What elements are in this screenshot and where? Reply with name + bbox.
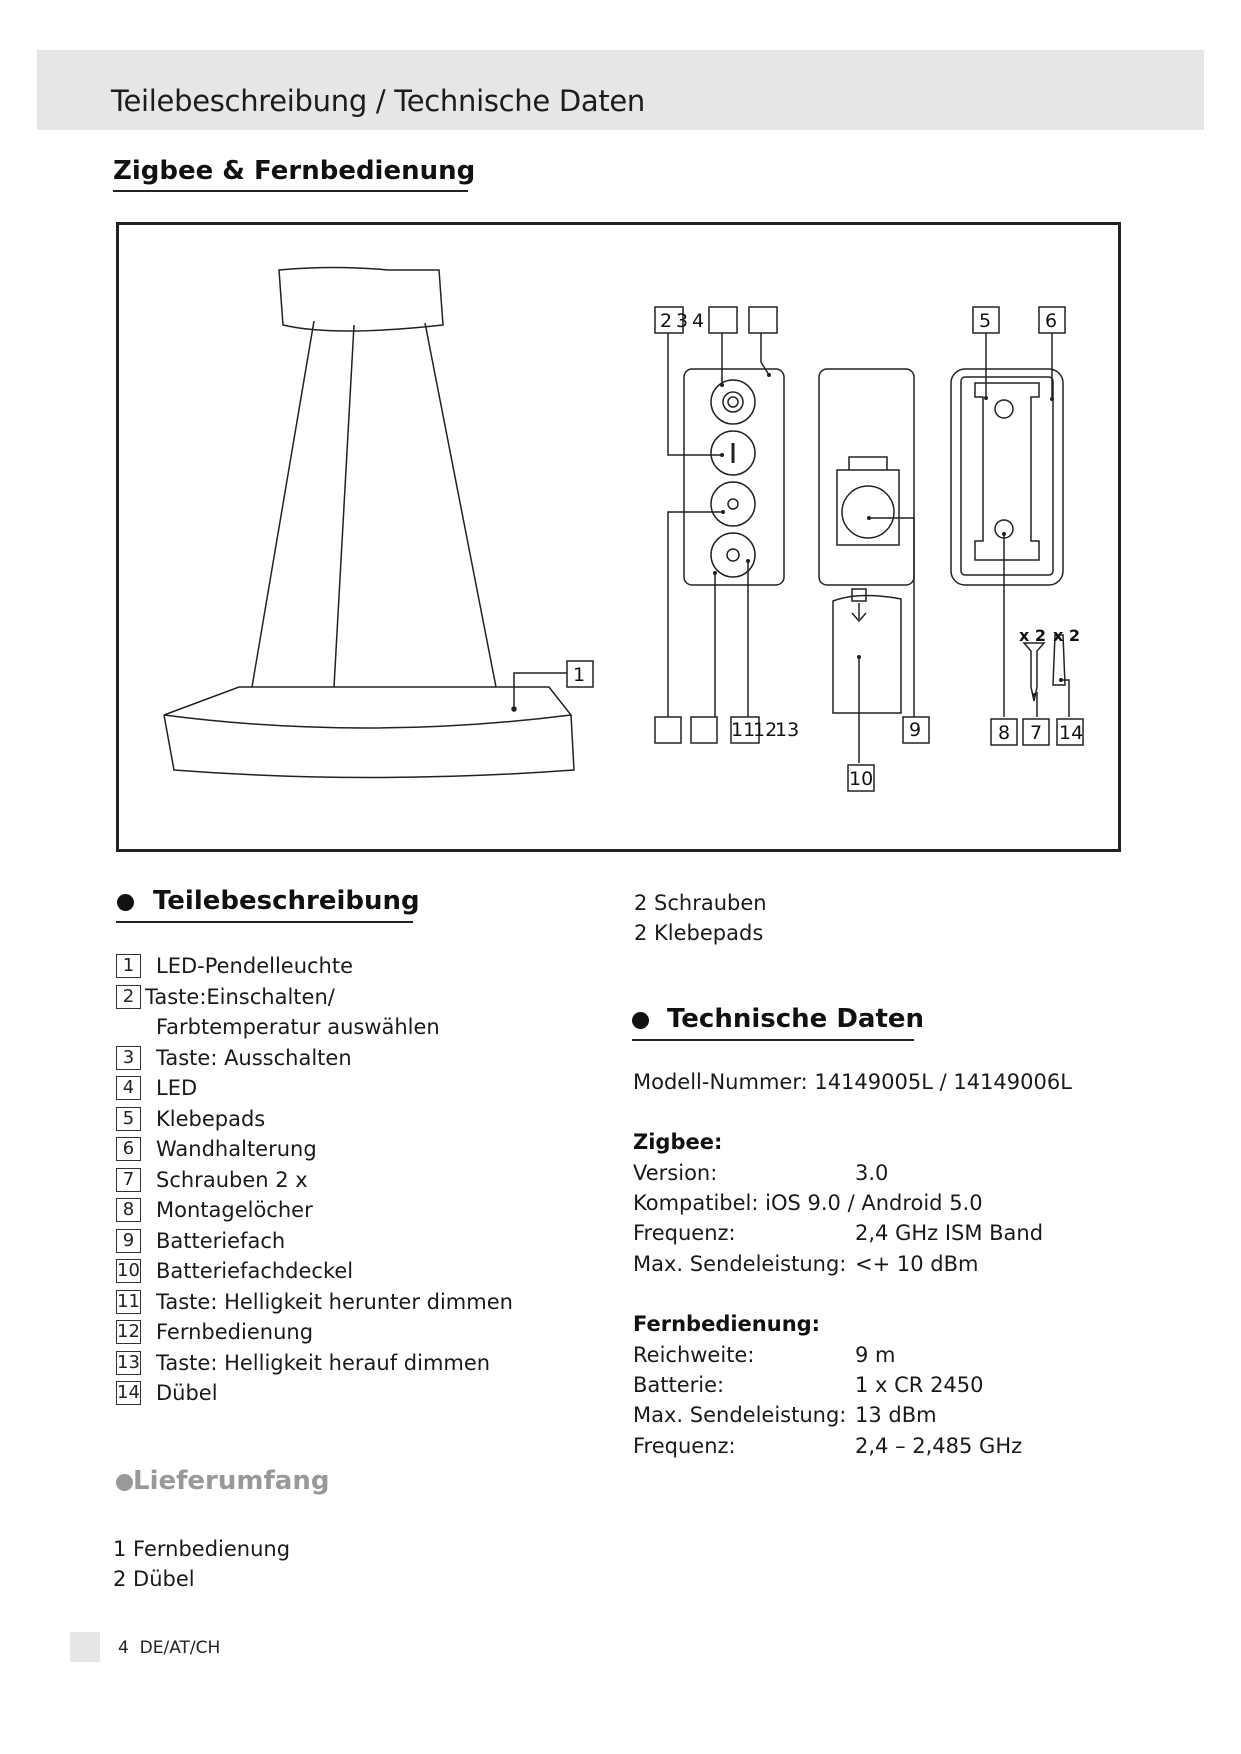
footer-page: 4 DE/AT/CH	[118, 1638, 221, 1658]
screw-icon	[1024, 643, 1044, 701]
page-header-title: Teilebeschreibung / Technische Daten	[111, 84, 646, 118]
qty-dowels: x 2	[1053, 626, 1081, 645]
zigbee-heading: Zigbee:	[633, 1130, 723, 1154]
diagram-drawing	[119, 225, 1124, 855]
lamp-ring-bottom	[164, 715, 574, 778]
list-item: 13 Taste: Helligkeit herauf dimmen	[117, 1350, 491, 1375]
spec-row: Batterie: 1 x CR 2450	[633, 1373, 984, 1397]
lamp-cable-left	[252, 321, 314, 687]
list-item: 2 Taste:Einschalten/	[116, 982, 616, 1013]
list-item: 12 Fernbedienung	[117, 1320, 314, 1344]
section-title: Zigbee & Fernbedienung	[113, 156, 476, 186]
callout-12: 12	[753, 719, 778, 741]
callout-7: 7	[1030, 722, 1043, 744]
spec-row: Max. Sendeleistung: <+ 10 dBm	[633, 1252, 979, 1276]
callout-14: 14	[1059, 722, 1084, 744]
callout-9: 9	[909, 719, 922, 741]
bullet-icon	[632, 1012, 649, 1029]
spec-row: Reichweite: 9 m	[633, 1343, 896, 1367]
list-item-continuation: Farbtemperatur auswählen	[156, 1015, 440, 1039]
delivery-item: 2 Klebepads	[634, 921, 764, 945]
remote-front	[684, 369, 784, 585]
tech-heading-underline	[632, 1039, 914, 1041]
callout-8: 8	[998, 722, 1011, 744]
lamp-cable-mid	[334, 325, 354, 687]
battery-cover	[833, 595, 901, 713]
delivery-heading: Lieferumfang	[133, 1466, 330, 1496]
list-item: 5 Klebepads	[116, 1104, 616, 1135]
wall-holder	[951, 369, 1063, 585]
callout-4: 4	[692, 310, 705, 332]
list-item: 6 Wandhalterung	[116, 1134, 616, 1165]
section-title-underline	[113, 190, 468, 192]
list-item: 4 LED	[116, 1073, 616, 1104]
footer-box	[70, 1632, 100, 1662]
callout-10: 10	[849, 768, 874, 790]
list-item: 8 Montagelöcher	[116, 1195, 616, 1226]
callout-11: 11	[731, 719, 756, 741]
delivery-item: 2 Schrauben	[634, 891, 767, 915]
list-item: 3 Taste: Ausschalten	[116, 1043, 616, 1074]
parts-heading: Teilebeschreibung	[153, 886, 420, 916]
remote-heading: Fernbedienung:	[633, 1312, 821, 1336]
spec-row: Frequenz: 2,4 GHz ISM Band	[633, 1221, 1044, 1245]
list-item: 14 Dübel	[117, 1381, 218, 1405]
callout-5: 5	[979, 310, 992, 332]
delivery-item: 2 Dübel	[113, 1567, 195, 1591]
spec-row: Frequenz: 2,4 – 2,485 GHz	[633, 1434, 1023, 1458]
model-number: Modell-Nummer: 14149005L / 14149006L	[633, 1070, 1072, 1094]
lamp-cable-right	[425, 323, 496, 687]
list-item: 11 Taste: Helligkeit herunter dimmen	[117, 1289, 513, 1314]
parts-heading-underline	[116, 921, 413, 923]
parts-list	[116, 951, 616, 1409]
bullet-icon	[117, 894, 134, 911]
delivery-item: 1 Fernbedienung	[113, 1537, 291, 1561]
callout-13: 13	[775, 719, 800, 741]
lamp-canopy	[279, 268, 443, 332]
lamp-ring	[164, 687, 571, 728]
spec-row: Version: 3.0	[633, 1161, 889, 1185]
callout-1: 1	[573, 664, 586, 686]
tech-heading: Technische Daten	[667, 1004, 925, 1034]
qty-screws: x 2	[1019, 626, 1047, 645]
callout-6: 6	[1045, 310, 1058, 332]
product-diagram	[116, 222, 1121, 852]
bullet-icon	[116, 1474, 133, 1491]
callout-3: 3	[676, 310, 689, 332]
list-item: 7 Schrauben 2 x	[116, 1165, 616, 1196]
callout-2: 2	[660, 310, 673, 332]
list-item: 1 LED-Pendelleuchte	[116, 951, 616, 982]
list-item: 9 Batteriefach	[116, 1226, 616, 1257]
list-item: 10 Batteriefachdeckel	[117, 1259, 354, 1283]
spec-compat: Kompatibel: iOS 9.0 / Android 5.0	[633, 1191, 983, 1215]
spec-row: Max. Sendeleistung: 13 dBm	[633, 1403, 937, 1427]
